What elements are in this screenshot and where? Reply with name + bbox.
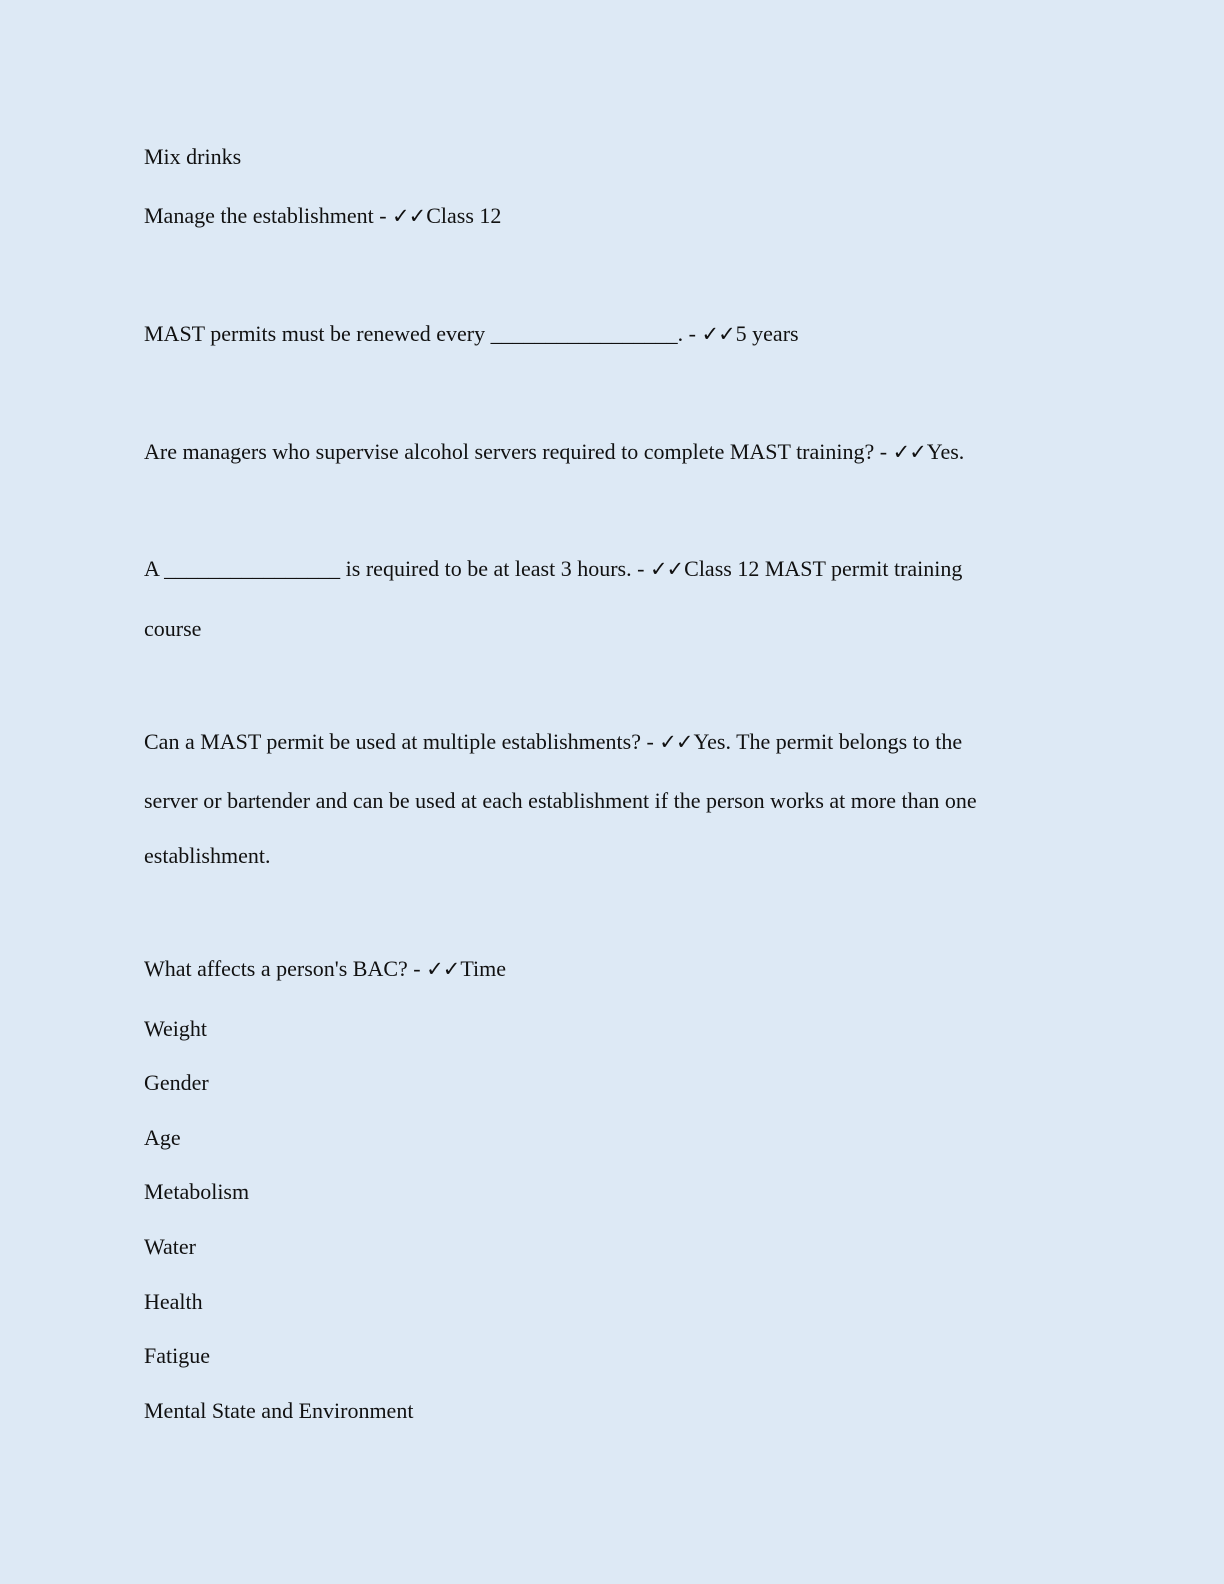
question-text: Can a MAST permit be used at multiple establishments? -: [144, 729, 660, 754]
bac-factor: Mental State and Environment: [144, 1398, 414, 1423]
qa-managers-training: [144, 438, 964, 466]
answer-text: server or bartender and can be used at each establishment if the person works at more than one: [144, 788, 977, 813]
qa-manage-establishment: [144, 202, 501, 230]
double-check-icon: ✓✓: [392, 204, 426, 228]
answer-text: Time: [460, 956, 506, 981]
answer-text: 5 years: [735, 321, 799, 346]
answer-text: Class 12 MAST permit training: [684, 556, 963, 581]
list-item: [144, 1397, 413, 1425]
list-item: [144, 1069, 209, 1097]
answer-text: Class 12: [426, 203, 502, 228]
qa-multiple-establishments: [144, 728, 962, 756]
qa-renewal: [144, 320, 799, 348]
double-check-icon: ✓✓: [426, 957, 460, 981]
question-text: Manage the establishment -: [144, 203, 393, 228]
answer-text: Yes.: [926, 439, 965, 464]
list-item: [144, 1015, 207, 1043]
double-check-icon: ✓✓: [659, 730, 693, 754]
qa-multiple-establishments-cont-2: [144, 842, 270, 870]
question-text: Are managers who supervise alcohol servers required to complete MAST training? -: [144, 439, 893, 464]
qa-multiple-establishments-cont-1: [144, 787, 977, 815]
qa-course-hours-cont: [144, 615, 201, 643]
bac-factor: Gender: [144, 1070, 209, 1095]
answer-text: establishment.: [144, 843, 271, 868]
bac-factor: Weight: [144, 1016, 207, 1041]
answer-text: Yes. The permit belongs to the: [693, 729, 963, 754]
list-item: [144, 1342, 210, 1370]
double-check-icon: ✓✓: [701, 322, 735, 346]
double-check-icon: ✓✓: [649, 557, 684, 581]
bac-factor: Age: [144, 1125, 181, 1150]
qa-bac-factors: [144, 955, 506, 983]
bac-factor: Health: [144, 1289, 203, 1314]
qa-course-hours: [144, 555, 962, 583]
bac-factor: Fatigue: [144, 1343, 210, 1368]
text-mix-drinks-content: Mix drinks: [144, 144, 242, 169]
question-text: MAST permits must be renewed every _________________. -: [144, 321, 702, 346]
list-item: [144, 1124, 181, 1152]
list-item: [144, 1288, 203, 1316]
question-text: What affects a person's BAC? -: [144, 956, 427, 981]
bac-factor: Metabolism: [144, 1179, 250, 1204]
text-mix-drinks: [144, 143, 241, 171]
question-text: A ________________ is required to be at least 3 hours. -: [144, 556, 650, 581]
double-check-icon: ✓✓: [892, 440, 926, 464]
answer-text: course: [144, 616, 202, 641]
bac-factor: Water: [144, 1234, 196, 1259]
list-item: [144, 1178, 249, 1206]
list-item: [144, 1233, 196, 1261]
